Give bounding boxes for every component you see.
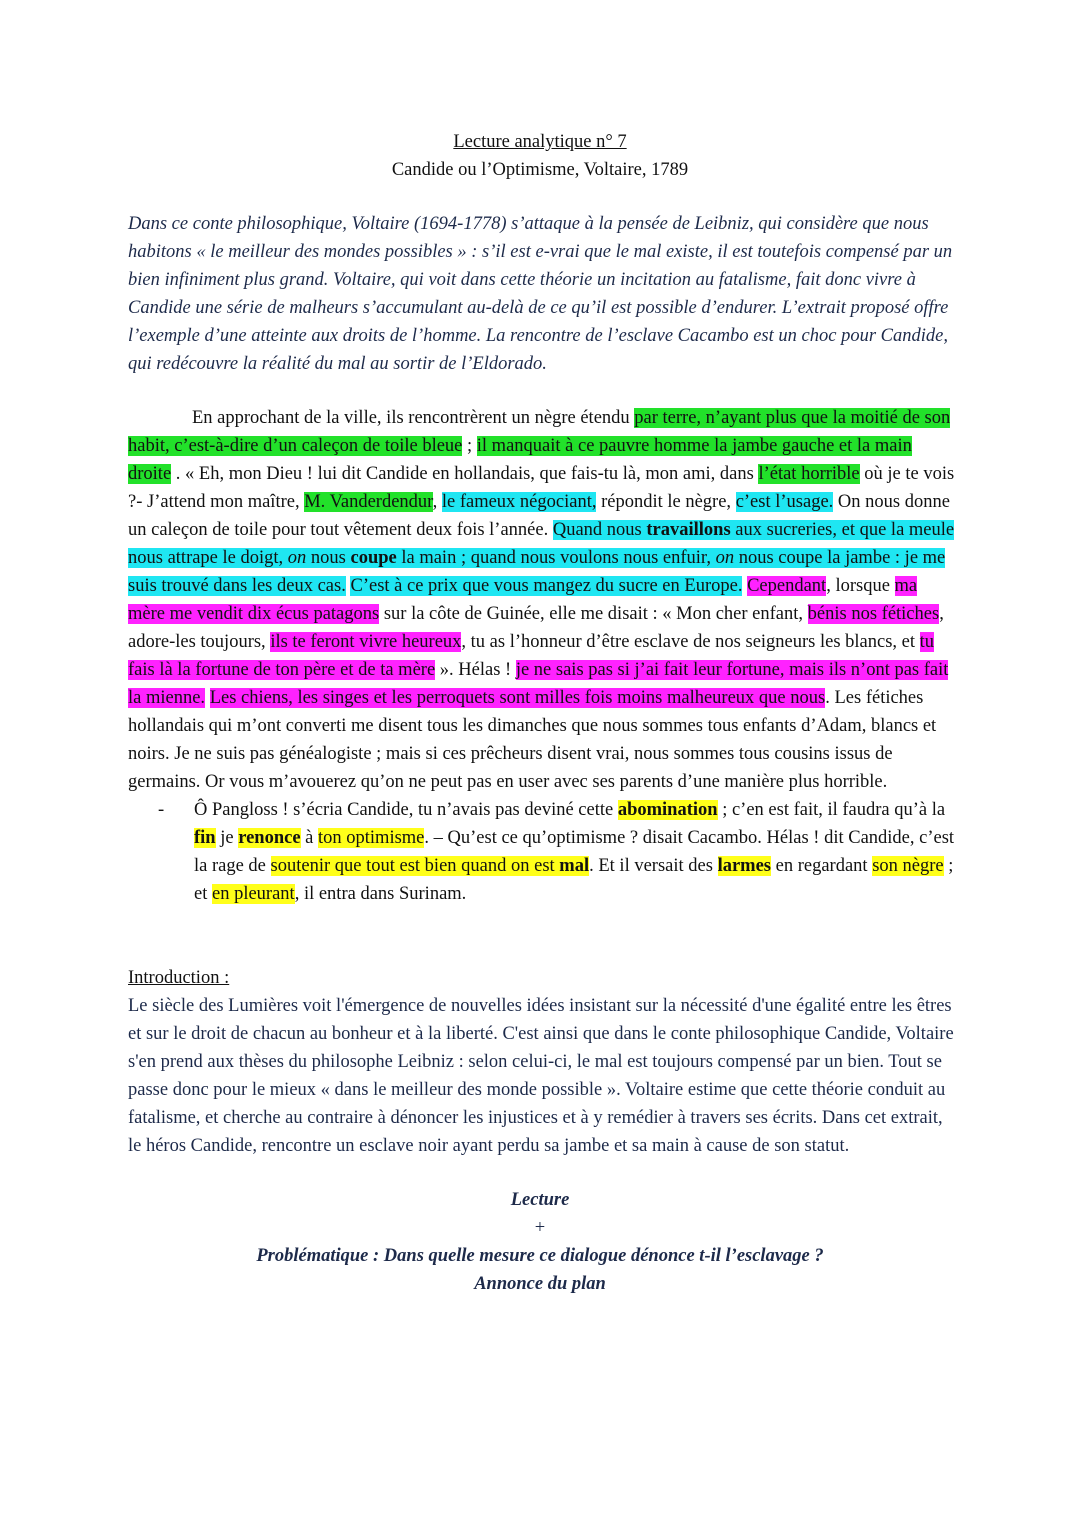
excerpt-dialogue <box>128 796 958 908</box>
highlighted-phrase: fin <box>194 828 216 848</box>
highlighted-phrase: aux sucreries, et que la meule nous attrape le doigt, <box>128 520 955 568</box>
highlighted-phrase: je ne sais pas si j’ai fait leur fortune, mais ils n’ont pas fait la mienne. <box>128 660 949 708</box>
highlighted-phrase: nous coupe la jambe : je me suis trouvé dans les deux cas. <box>128 548 946 596</box>
highlighted-phrase: renonce <box>238 828 301 848</box>
highlighted-phrase: on <box>715 548 735 568</box>
text-run: sur la côte de Guinée, elle me disait : « Mon cher enfant, <box>379 604 808 624</box>
text-run: . – Qu’est ce qu’optimisme ? disait Cacambo. Hélas ! dit Candide, c’est la rage de <box>194 828 955 876</box>
highlighted-phrase: Les chiens, les singes et les perroquets sont milles fois moins malheureux que nous <box>209 688 826 708</box>
highlighted-phrase: le fameux négociant, <box>441 492 597 512</box>
highlighted-phrase: ma mère me vendit dix écus patagons <box>128 576 918 624</box>
lecture-label: Lecture <box>510 1190 570 1210</box>
excerpt-paragraph <box>128 404 958 796</box>
text-run: , il entra dans Surinam. <box>294 884 467 904</box>
introduction-body: Le siècle des Lumières voit l'émergence de nouvelles idées insistant sur la nécessité d'une égalité entre les êtres et sur le droit de chacun au bonheur et à la liberté. C'est ainsi que dans le conte philosophique Candide, Voltaire s'en prend aux thèses du philosophe Leibniz : selon celui-ci, le mal est toujours compensé par un bien. Tout se passe donc pour le mieux « dans le meilleur des monde possible ». Voltaire estime que cette théorie conduit au fatalisme, et cherche au contraire à dénoncer les injustices et à y remédier à travers ses écrits. Dans cet extrait, le héros Candide, rencontre un esclave noir ayant perdu sa jambe et sa main à cause de son statut. <box>128 996 954 1156</box>
text-run: où je te vois ?- J’attend mon maître, <box>128 464 955 512</box>
dialogue-text <box>194 800 954 904</box>
highlighted-phrase: soutenir que tout est bien quand on est <box>270 856 560 876</box>
text-run: ; <box>462 436 477 456</box>
highlighted-phrase: tu fais là la fortune de ton père et de ta mère <box>128 632 935 680</box>
text-run: je <box>215 828 239 848</box>
highlighted-phrase: c’est l’usage. <box>735 492 834 512</box>
text-run: , lorsque <box>826 576 895 596</box>
closing-block <box>0 1186 1080 1298</box>
highlighted-phrase: ils te feront vivre heureux <box>270 632 462 652</box>
text-run: , tu as l’honneur d’être esclave de nos seigneurs les blancs, et <box>461 632 920 652</box>
annonce-du-plan: Annonce du plan <box>474 1274 606 1294</box>
highlighted-phrase: mal <box>559 856 590 876</box>
text-run: en regardant <box>771 856 873 876</box>
highlighted-phrase: il manquait à ce pauvre homme la jambe gauche et la main droite <box>128 436 912 484</box>
italic-presentation: Dans ce conte philosophique, Voltaire (1694-1778) s’attaque à la pensée de Leibniz, qui considère que nous habitons « le meilleur des mondes possibles » : s’il est e-vrai que le mal existe, il est toutefois compensé par un bien infiniment plus grand. Voltaire, qui voit dans cette théorie un incitation au fatalisme, fait donc vivre à Candide une série de malheurs s’accumulant au-delà de ce qu’il est possible d’endurer. L’extrait proposé offre l’exemple d’une atteinte aux droits de l’homme. La rencontre de l’esclave Cacambo est un choc pour Candide, qui redécouvre la réalité du mal au sortir de l’Eldorado. <box>128 214 953 374</box>
text-run: . Et il versait des <box>589 856 718 876</box>
text-run: répondit le nègre, <box>596 492 736 512</box>
highlighted-phrase: l’état horrible <box>758 464 860 484</box>
highlighted-phrase: nous <box>306 548 351 568</box>
highlighted-phrase: ton optimisme <box>318 828 425 848</box>
text-run: On nous donne un caleçon de toile pour tout vêtement deux fois l’année. <box>128 492 950 540</box>
highlighted-phrase: bénis nos fétiches <box>807 604 940 624</box>
text-run: . Les fétiches hollandais qui m’ont converti me disent tous les dimanches que nous sommes tous enfants d’Adam, blancs et noirs. Je ne suis pas généalogiste ; mais si ces prêcheurs disent vrai, nous sommes tous cousins issus de germains. Or vous m’avouerez qu’on ne peut pas en user avec ses parents d’une manière plus horrible. <box>128 688 937 792</box>
introduction-heading: Introduction : <box>128 968 230 988</box>
highlighted-phrase: Quand nous <box>552 520 647 540</box>
highlighted-phrase: on <box>287 548 307 568</box>
text-run: . « Eh, mon Dieu ! lui dit Candide en hollandais, que fais-tu là, mon ami, dans <box>171 464 759 484</box>
document-title: Lecture analytique n° 7 <box>453 132 627 152</box>
problematique: Problématique : Dans quelle mesure ce dialogue dénonce t-il l’esclavage ? <box>256 1246 824 1266</box>
text-run: ; et <box>194 856 954 904</box>
highlighted-phrase: coupe <box>350 548 397 568</box>
dialogue-dash: - <box>158 800 165 820</box>
introduction-section <box>128 964 958 1160</box>
text-run: ; c’en est fait, il faudra qu’à la <box>717 800 946 820</box>
title-block <box>0 128 1080 184</box>
highlighted-phrase: C’est à ce prix que vous mangez du sucre en Europe. <box>350 576 743 596</box>
highlighted-phrase: abomination <box>617 800 718 820</box>
text-excerpt <box>128 404 958 908</box>
highlighted-phrase: par terre, n’ayant plus que la moitié de son habit, c’est-à-dire d’un caleçon de toile bleue <box>128 408 951 456</box>
highlighted-phrase: Cependant <box>747 576 827 596</box>
text-run: ». Hélas ! <box>435 660 516 680</box>
highlighted-phrase: son nègre <box>872 856 944 876</box>
text-run: , <box>432 492 442 512</box>
highlighted-phrase: M. Vanderdendur <box>304 492 433 512</box>
text-run: , adore-les toujours, <box>128 604 944 652</box>
highlighted-phrase: la main ; quand nous voulons nous enfuir, <box>396 548 716 568</box>
document-subtitle: Candide ou l’Optimisme, Voltaire, 1789 <box>391 160 689 180</box>
text-run <box>205 688 210 708</box>
plus-sign: + <box>534 1218 546 1238</box>
text-run: à <box>300 828 319 848</box>
highlighted-phrase: larmes <box>717 856 771 876</box>
highlighted-phrase: travaillons <box>646 520 731 540</box>
text-run: En approchant de la ville, ils rencontrèrent un nègre étendu <box>192 408 635 428</box>
highlighted-phrase: en pleurant <box>211 884 295 904</box>
text-run: Ô Pangloss ! s’écria Candide, tu n’avais pas deviné cette <box>194 800 618 820</box>
